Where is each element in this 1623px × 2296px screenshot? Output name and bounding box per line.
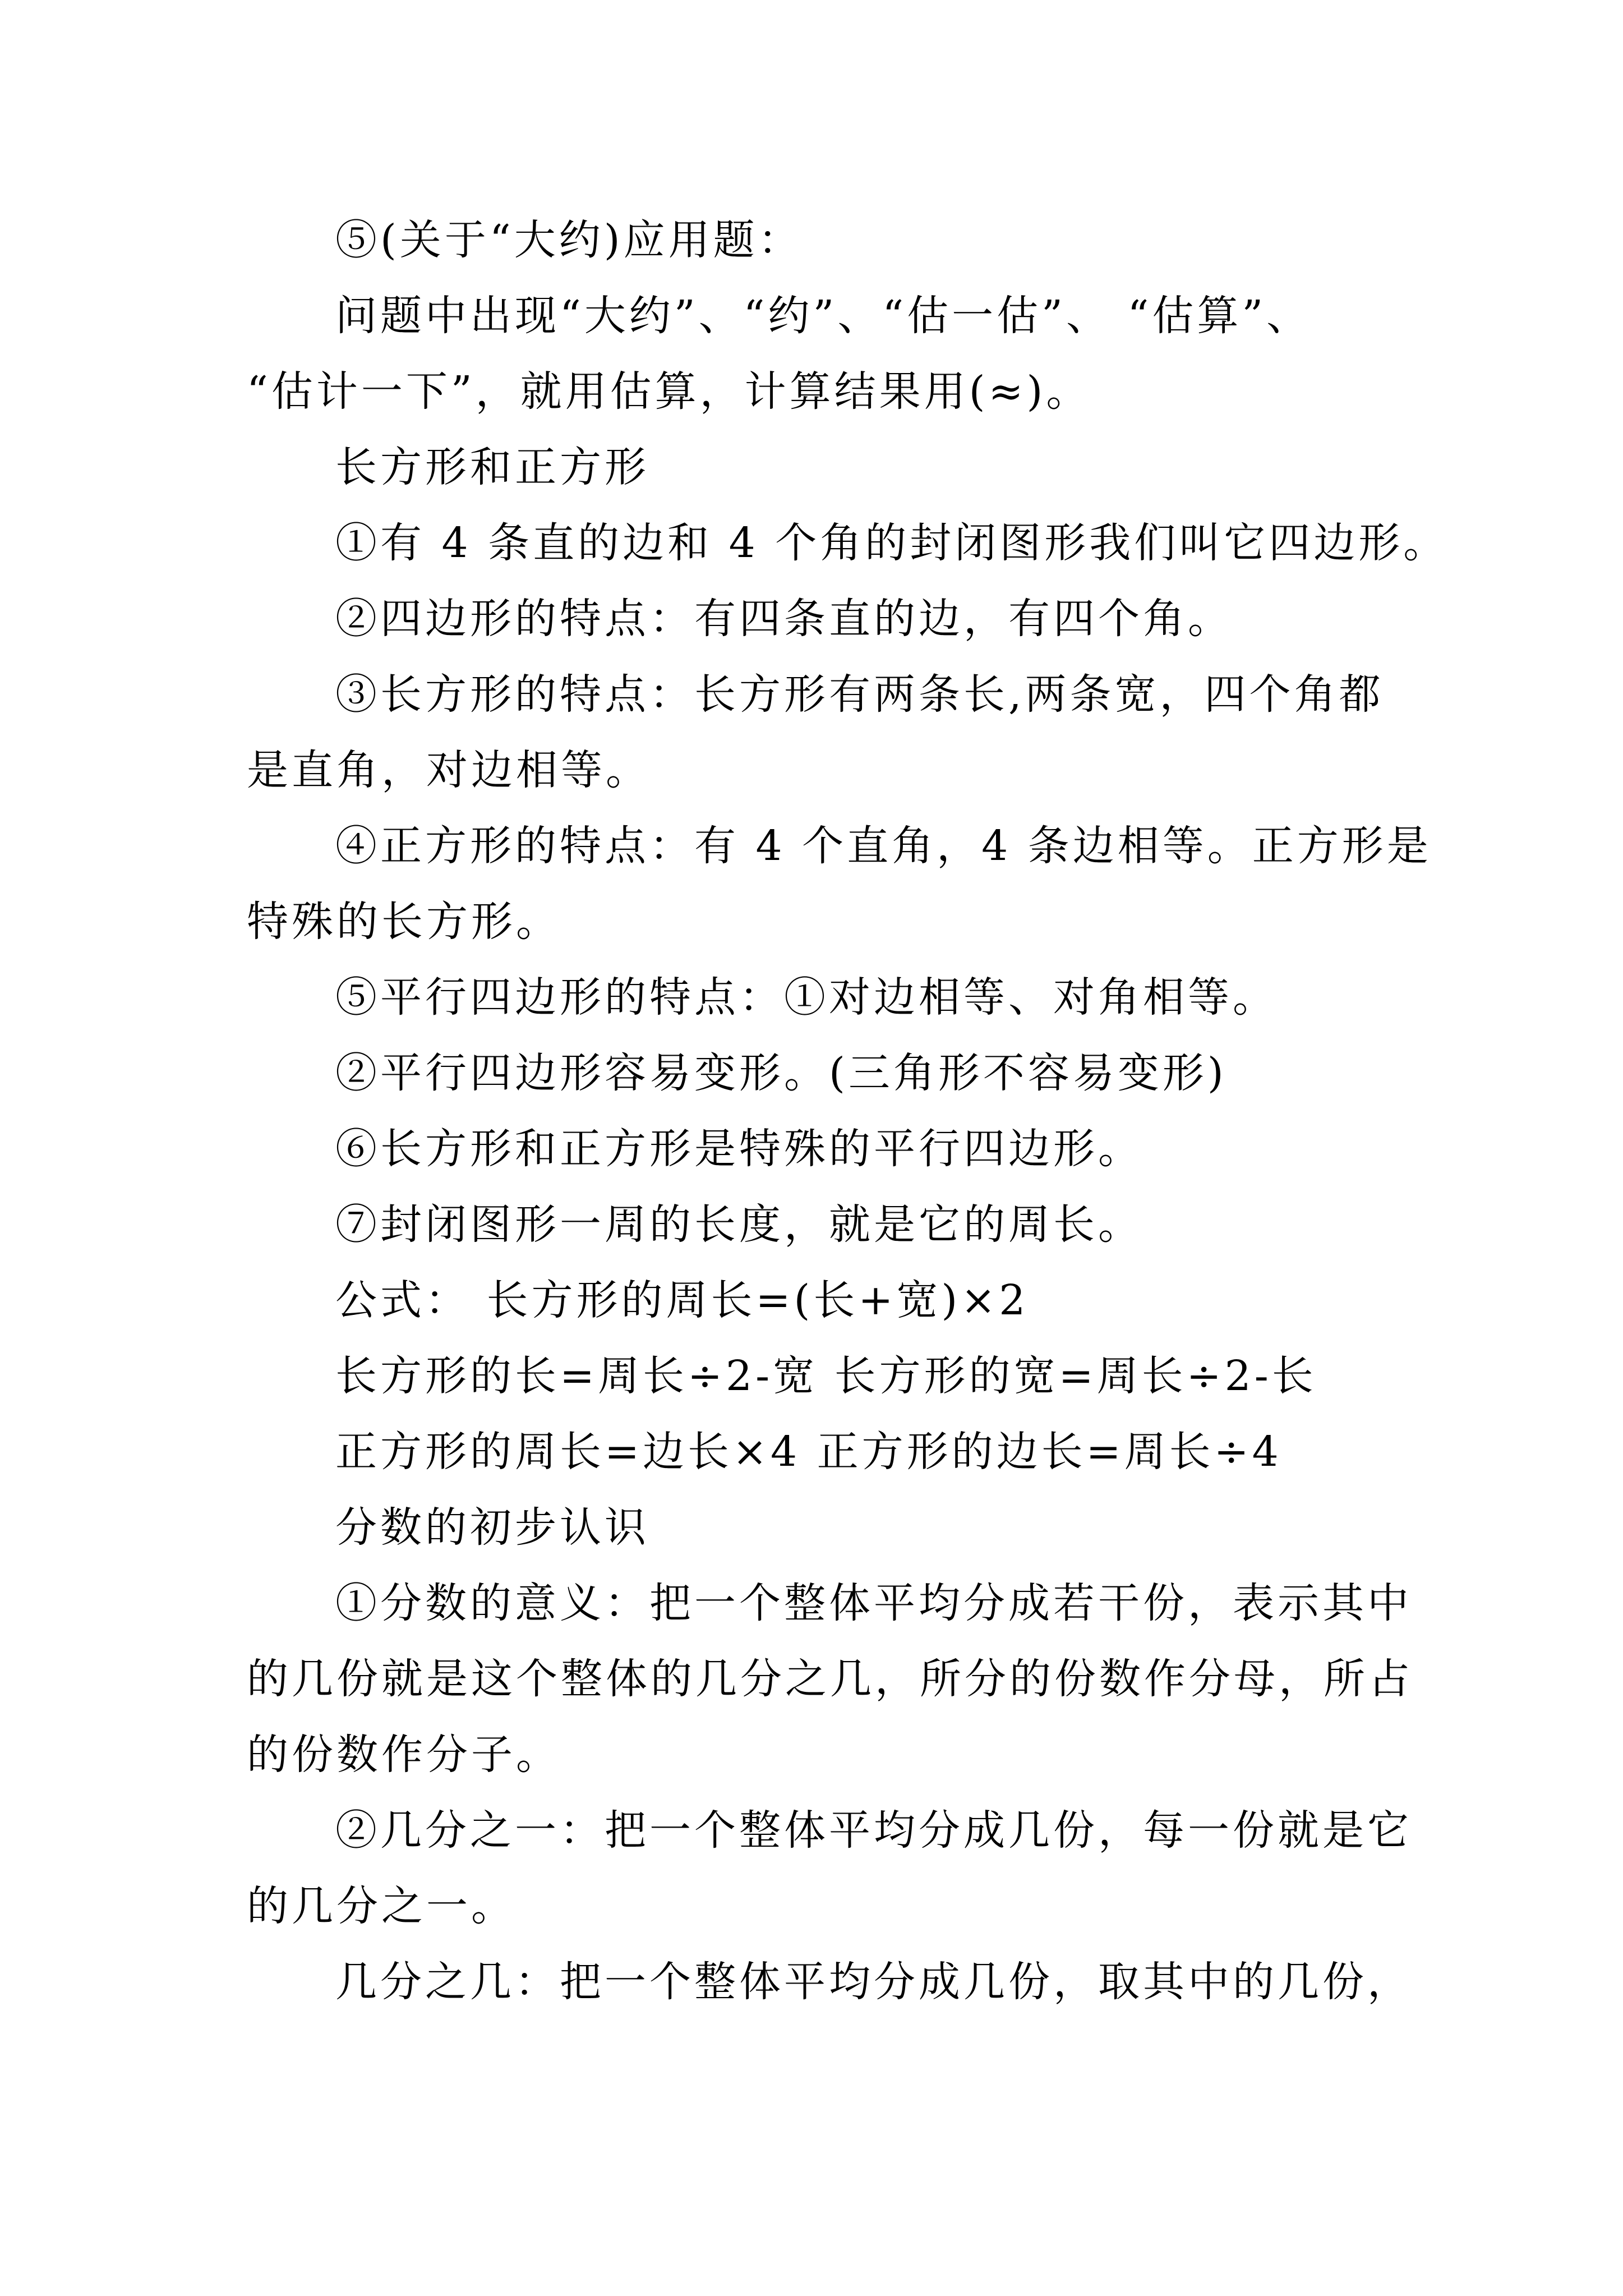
text-line: 特殊的长方形。 <box>247 898 561 946</box>
text-line: ②四边形的特点：有四条直的边，有四个角。 <box>335 595 1233 643</box>
section-heading: 分数的初步认识 <box>335 1503 649 1552</box>
text-line: ③长方形的特点：长方形有两条长,两条宽，四个角都 <box>335 670 1384 719</box>
text-line: 问题中出现“大约”、“约”、“估一估”、 “估算”、 <box>335 292 1312 340</box>
text-line: ②几分之一：把一个整体平均分成几份，每一份就是它 <box>335 1806 1412 1855</box>
formula-line: 正方形的周长=边长×4 正方形的边长=周长÷4 <box>335 1428 1282 1476</box>
text-line: ④正方形的特点：有 4 个直角，4 条边相等。正方形是 <box>335 822 1432 870</box>
text-line: 的几分之一。 <box>247 1882 516 1930</box>
text-line: “估计一下”，就用估算，计算结果用(≈)。 <box>247 367 1091 416</box>
text-line: 几分之几：把一个整体平均分成几份，取其中的几份， <box>335 1958 1412 2006</box>
text-line: ⑦封闭图形一周的长度，就是它的周长。 <box>335 1200 1143 1249</box>
text-line: 的份数作分子。 <box>247 1731 561 1779</box>
text-line: ⑥长方形和正方形是特殊的平行四边形。 <box>335 1125 1143 1173</box>
formula-line: 长方形的长=周长÷2-宽 长方形的宽=周长÷2-长 <box>335 1352 1317 1400</box>
formula-line: 公式： 长方形的周长=(长+宽)×2 <box>335 1276 1029 1324</box>
text-line: ⑤(关于“大约)应用题： <box>335 216 803 264</box>
text-line: ①分数的意义：把一个整体平均分成若干份，表示其中 <box>335 1579 1412 1627</box>
text-line: ①有 4 条直的边和 4 个角的封闭图形我们叫它四边形。 <box>335 519 1449 567</box>
text-line: 是直角，对边相等。 <box>247 746 651 794</box>
section-heading: 长方形和正方形 <box>335 443 649 491</box>
text-line: ⑤平行四边形的特点：①对边相等、对角相等。 <box>335 973 1278 1022</box>
text-line: ②平行四边形容易变形。(三角形不容易变形) <box>335 1049 1227 1097</box>
text-line: 的几份就是这个整体的几分之几，所分的份数作分母，所占 <box>247 1655 1413 1703</box>
